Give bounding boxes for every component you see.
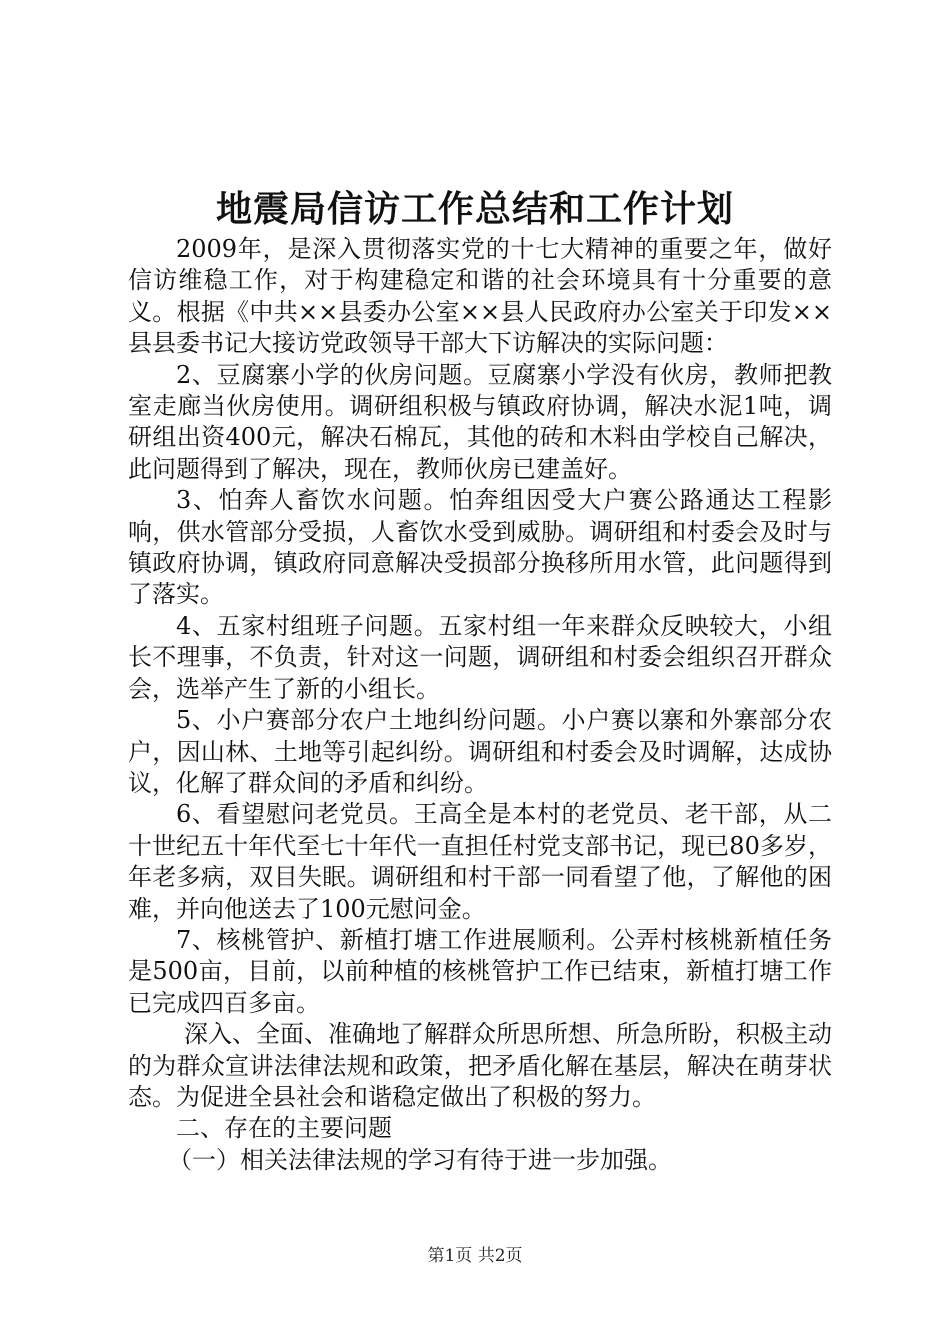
paragraph-item-2: 2、豆腐寨小学的伙房问题。豆腐寨小学没有伙房，教师把教室走廊当伙房使用。调研组积极与镇政府协调，解决水泥1吨，调研组出资400元，解决石棉瓦，其他的砖和木料由学校自己解决，此问题得到了解决，现在，教师伙房已建盖好。 (128, 360, 832, 483)
paragraph-problem-1: （一）相关法律法规的学习有待于进一步加强。 (168, 1145, 672, 1174)
paragraph-item-3: 3、怕奔人畜饮水问题。怕奔组因受大户赛公路通达工程影响，供水管部分受损，人畜饮水受到威胁。调研组和村委会及时与镇政府协调，镇政府同意解决受损部分换移所用水管，此问题得到了落实。 (128, 486, 832, 609)
paragraph-intro: 2009年，是深入贯彻落实党的十七大精神的重要之年，做好信访维稳工作，对于构建稳定和谐的社会环境具有十分重要的意义。根据《中共××县委办公室××县人民政府办公室关于印发××县县委书记大接访党政领导干部大下访解决的实际问题： (128, 235, 832, 358)
paragraph-item-4: 4、五家村组班子问题。五家村组一年来群众反映较大，小组长不理事，不负责，针对这一问题，调研组和村委会组织召开群众会，选举产生了新的小组长。 (128, 611, 832, 703)
paragraph-item-7: 7、核桃管护、新植打塘工作进展顺利。公弄村核桃新植任务是500亩，目前，以前种植的核桃管护工作已结束，新植打塘工作已完成四百多亩。 (128, 925, 832, 1017)
document-body (128, 234, 832, 1176)
paragraph-item-6: 6、看望慰问老党员。王高全是本村的老党员、老干部，从二十世纪五十年代至七十年代一直担任村党支部书记，现已80多岁，年老多病，双目失眠。调研组和村干部一同看望了他，了解他的困难，并向他送去了100元慰问金。 (128, 800, 832, 923)
paragraph-item-5: 5、小户赛部分农户土地纠纷问题。小户赛以寨和外寨部分农户，因山林、土地等引起纠纷。调研组和村委会及时调解，达成协议，化解了群众间的矛盾和纠纷。 (128, 706, 832, 797)
paragraph-summary: 深入、全面、准确地了解群众所思所想、所急所盼，积极主动的为群众宣讲法律法规和政策，把矛盾化解在基层，解决在萌芽状态。为促进全县社会和谐稳定做出了积极的努力。 (128, 1020, 832, 1111)
document-title: 地震局信访工作总结和工作计划 (215, 188, 734, 230)
page-number-footer: 第1页 共2页 (427, 1246, 523, 1266)
section-heading-problems: 二、存在的主要问题 (176, 1114, 392, 1143)
